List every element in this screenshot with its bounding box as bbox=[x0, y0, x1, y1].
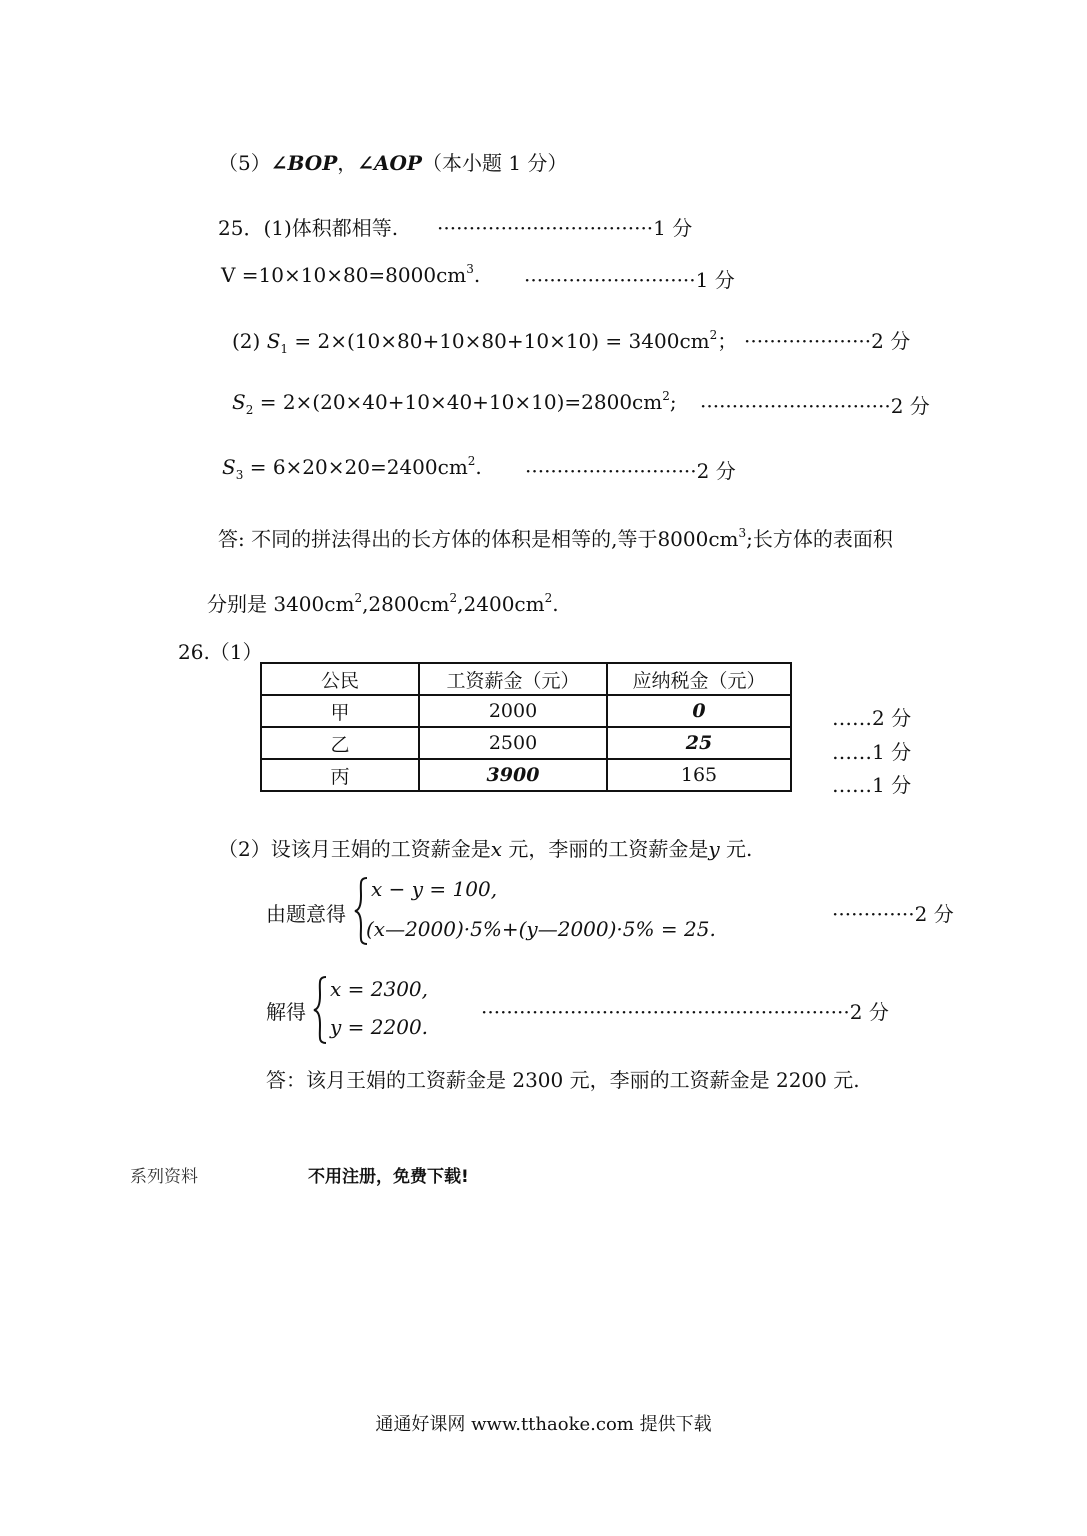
solution: y = 2200. bbox=[330, 1015, 429, 1039]
exponent: 3 bbox=[738, 526, 747, 540]
answer-text: 分别是 3400 bbox=[207, 592, 325, 616]
equation: (x—2000)·5%+(y—2000)·5% = 25. bbox=[366, 917, 716, 941]
q25-line5 bbox=[222, 454, 482, 482]
subscript: 1 bbox=[280, 342, 289, 356]
footer-series: 系列资料 bbox=[130, 1167, 198, 1187]
exponent: 2 bbox=[662, 389, 670, 403]
solution-2 bbox=[330, 1015, 428, 1039]
score-note: （本小题 1 分） bbox=[421, 151, 568, 175]
q24-part5 bbox=[218, 147, 567, 176]
q25-line1 bbox=[218, 212, 398, 241]
unit: cm bbox=[324, 592, 355, 616]
score: ……1 分 bbox=[832, 773, 912, 797]
symbol-s: S bbox=[232, 390, 246, 414]
table-cell: 2000 bbox=[419, 695, 607, 727]
q25-answer-line2 bbox=[207, 588, 559, 617]
setup-text: 元，李丽的工资薪金是 bbox=[502, 837, 709, 861]
symbol-s: S bbox=[222, 455, 236, 479]
equation-1 bbox=[371, 877, 497, 901]
q26-part2 bbox=[218, 833, 752, 862]
label: 解得 bbox=[266, 1000, 306, 1024]
surface-formula-3: = 6×20×20=2400cm bbox=[243, 455, 468, 479]
exponent: 2 bbox=[449, 591, 458, 605]
q25-line4 bbox=[232, 389, 677, 417]
equation-score bbox=[832, 898, 954, 927]
period: . bbox=[552, 592, 559, 616]
exponent: 3 bbox=[466, 262, 474, 276]
solution-1 bbox=[330, 977, 428, 1001]
answer-text: 答: 不同的拼法得出的长方体的体积是相等的,等于 bbox=[218, 527, 658, 551]
score: ···························2 分 bbox=[525, 459, 736, 483]
angle-aop: ∠AOP bbox=[357, 151, 422, 175]
footer-promo[interactable]: 不用注册，免费下载! bbox=[308, 1167, 469, 1187]
label: 由题意得 bbox=[266, 902, 346, 926]
table-header: 公民 bbox=[261, 663, 419, 695]
exponent: 2 bbox=[709, 328, 718, 342]
separator: ， bbox=[337, 151, 358, 175]
score: ……2 分 bbox=[832, 706, 912, 730]
var-x: x bbox=[490, 837, 503, 861]
equation-2 bbox=[366, 917, 716, 941]
table-score-2 bbox=[832, 736, 911, 765]
exponent: 2 bbox=[354, 591, 363, 605]
q26-answer bbox=[266, 1064, 860, 1093]
setup-text: （2）设该月王娟的工资薪金是 bbox=[218, 837, 491, 861]
unit: cm bbox=[514, 592, 545, 616]
question-number: 26.（1） bbox=[178, 640, 263, 664]
score: ····················2 分 bbox=[744, 329, 911, 353]
q25-answer-line1 bbox=[218, 523, 893, 552]
score: ……1 分 bbox=[832, 740, 912, 764]
q25-line2 bbox=[221, 263, 480, 287]
table-cell: 丙 bbox=[261, 759, 419, 791]
period: . bbox=[473, 263, 481, 287]
table-cell: 0 bbox=[607, 695, 791, 727]
table-row bbox=[261, 759, 791, 791]
score: ·············2 分 bbox=[832, 902, 954, 926]
score: ··························································2 分 bbox=[481, 1000, 889, 1024]
table-header-row bbox=[261, 663, 791, 695]
equation: x − y = 100, bbox=[371, 877, 498, 901]
var-y: y bbox=[708, 837, 720, 861]
table-cell: 165 bbox=[607, 759, 791, 791]
volume-formula: V =10×10×80=8000cm bbox=[221, 263, 467, 287]
table-cell: 25 bbox=[607, 727, 791, 759]
table-score-3 bbox=[832, 769, 911, 798]
table-score-1 bbox=[832, 702, 911, 731]
table-header: 工资薪金（元） bbox=[419, 663, 607, 695]
answer-text: 答：该月王娟的工资薪金是 2300 元，李丽的工资薪金是 2200 元. bbox=[266, 1068, 860, 1092]
equation-label bbox=[266, 898, 346, 927]
q26-label bbox=[178, 636, 263, 665]
exponent: 2 bbox=[544, 591, 553, 605]
answer-value: ,2400 bbox=[457, 592, 515, 616]
q25-line5-score bbox=[525, 455, 736, 484]
symbol-s: S bbox=[266, 329, 281, 353]
table-header: 应纳税金（元） bbox=[607, 663, 791, 695]
q25-statement: 25．(1)体积都相等. bbox=[218, 216, 399, 240]
semicolon: ; bbox=[669, 390, 677, 414]
angle-bop: ∠BOP bbox=[270, 151, 338, 175]
score: ··································1 分 bbox=[437, 216, 693, 240]
score: ······························2 分 bbox=[700, 394, 930, 418]
q25-line4-score bbox=[700, 390, 930, 419]
solution-brace bbox=[312, 975, 328, 1045]
table-row bbox=[261, 727, 791, 759]
q25-line2-score bbox=[524, 264, 735, 293]
q25-line1-score bbox=[437, 212, 692, 241]
q25-line3 bbox=[232, 325, 737, 354]
solution-score bbox=[481, 996, 889, 1025]
setup-text: 元. bbox=[719, 837, 753, 861]
score: ···························1 分 bbox=[524, 268, 735, 292]
surface-formula-2: = 2×(20×40+10×40+10×10)=2800cm bbox=[253, 390, 663, 414]
solution: x = 2300, bbox=[330, 977, 429, 1001]
semicolon: ； bbox=[717, 329, 738, 353]
part-label: (2) bbox=[232, 329, 267, 353]
unit: cm bbox=[419, 592, 450, 616]
part-label: （5） bbox=[218, 151, 271, 175]
subscript: 3 bbox=[235, 468, 244, 482]
footer-site[interactable]: 通通好课网 www.tthaoke.com 提供下载 bbox=[375, 1414, 712, 1435]
q25-line3-score bbox=[744, 325, 910, 354]
surface-formula-1: = 2×(10×80+10×80+10×10) = 3400cm bbox=[288, 329, 710, 353]
period: . bbox=[475, 455, 482, 479]
answer-text: ;长方体的表面积 bbox=[746, 527, 893, 551]
table-cell: 2500 bbox=[419, 727, 607, 759]
tax-table bbox=[260, 662, 792, 792]
answer-value: ,2800 bbox=[362, 592, 420, 616]
table-cell: 3900 bbox=[419, 759, 607, 791]
table-cell: 乙 bbox=[261, 727, 419, 759]
table-row bbox=[261, 695, 791, 727]
subscript: 2 bbox=[245, 403, 254, 417]
exponent: 2 bbox=[467, 454, 476, 468]
answer-volume: 8000cm bbox=[657, 527, 739, 551]
table-cell: 甲 bbox=[261, 695, 419, 727]
solution-label bbox=[266, 996, 306, 1025]
